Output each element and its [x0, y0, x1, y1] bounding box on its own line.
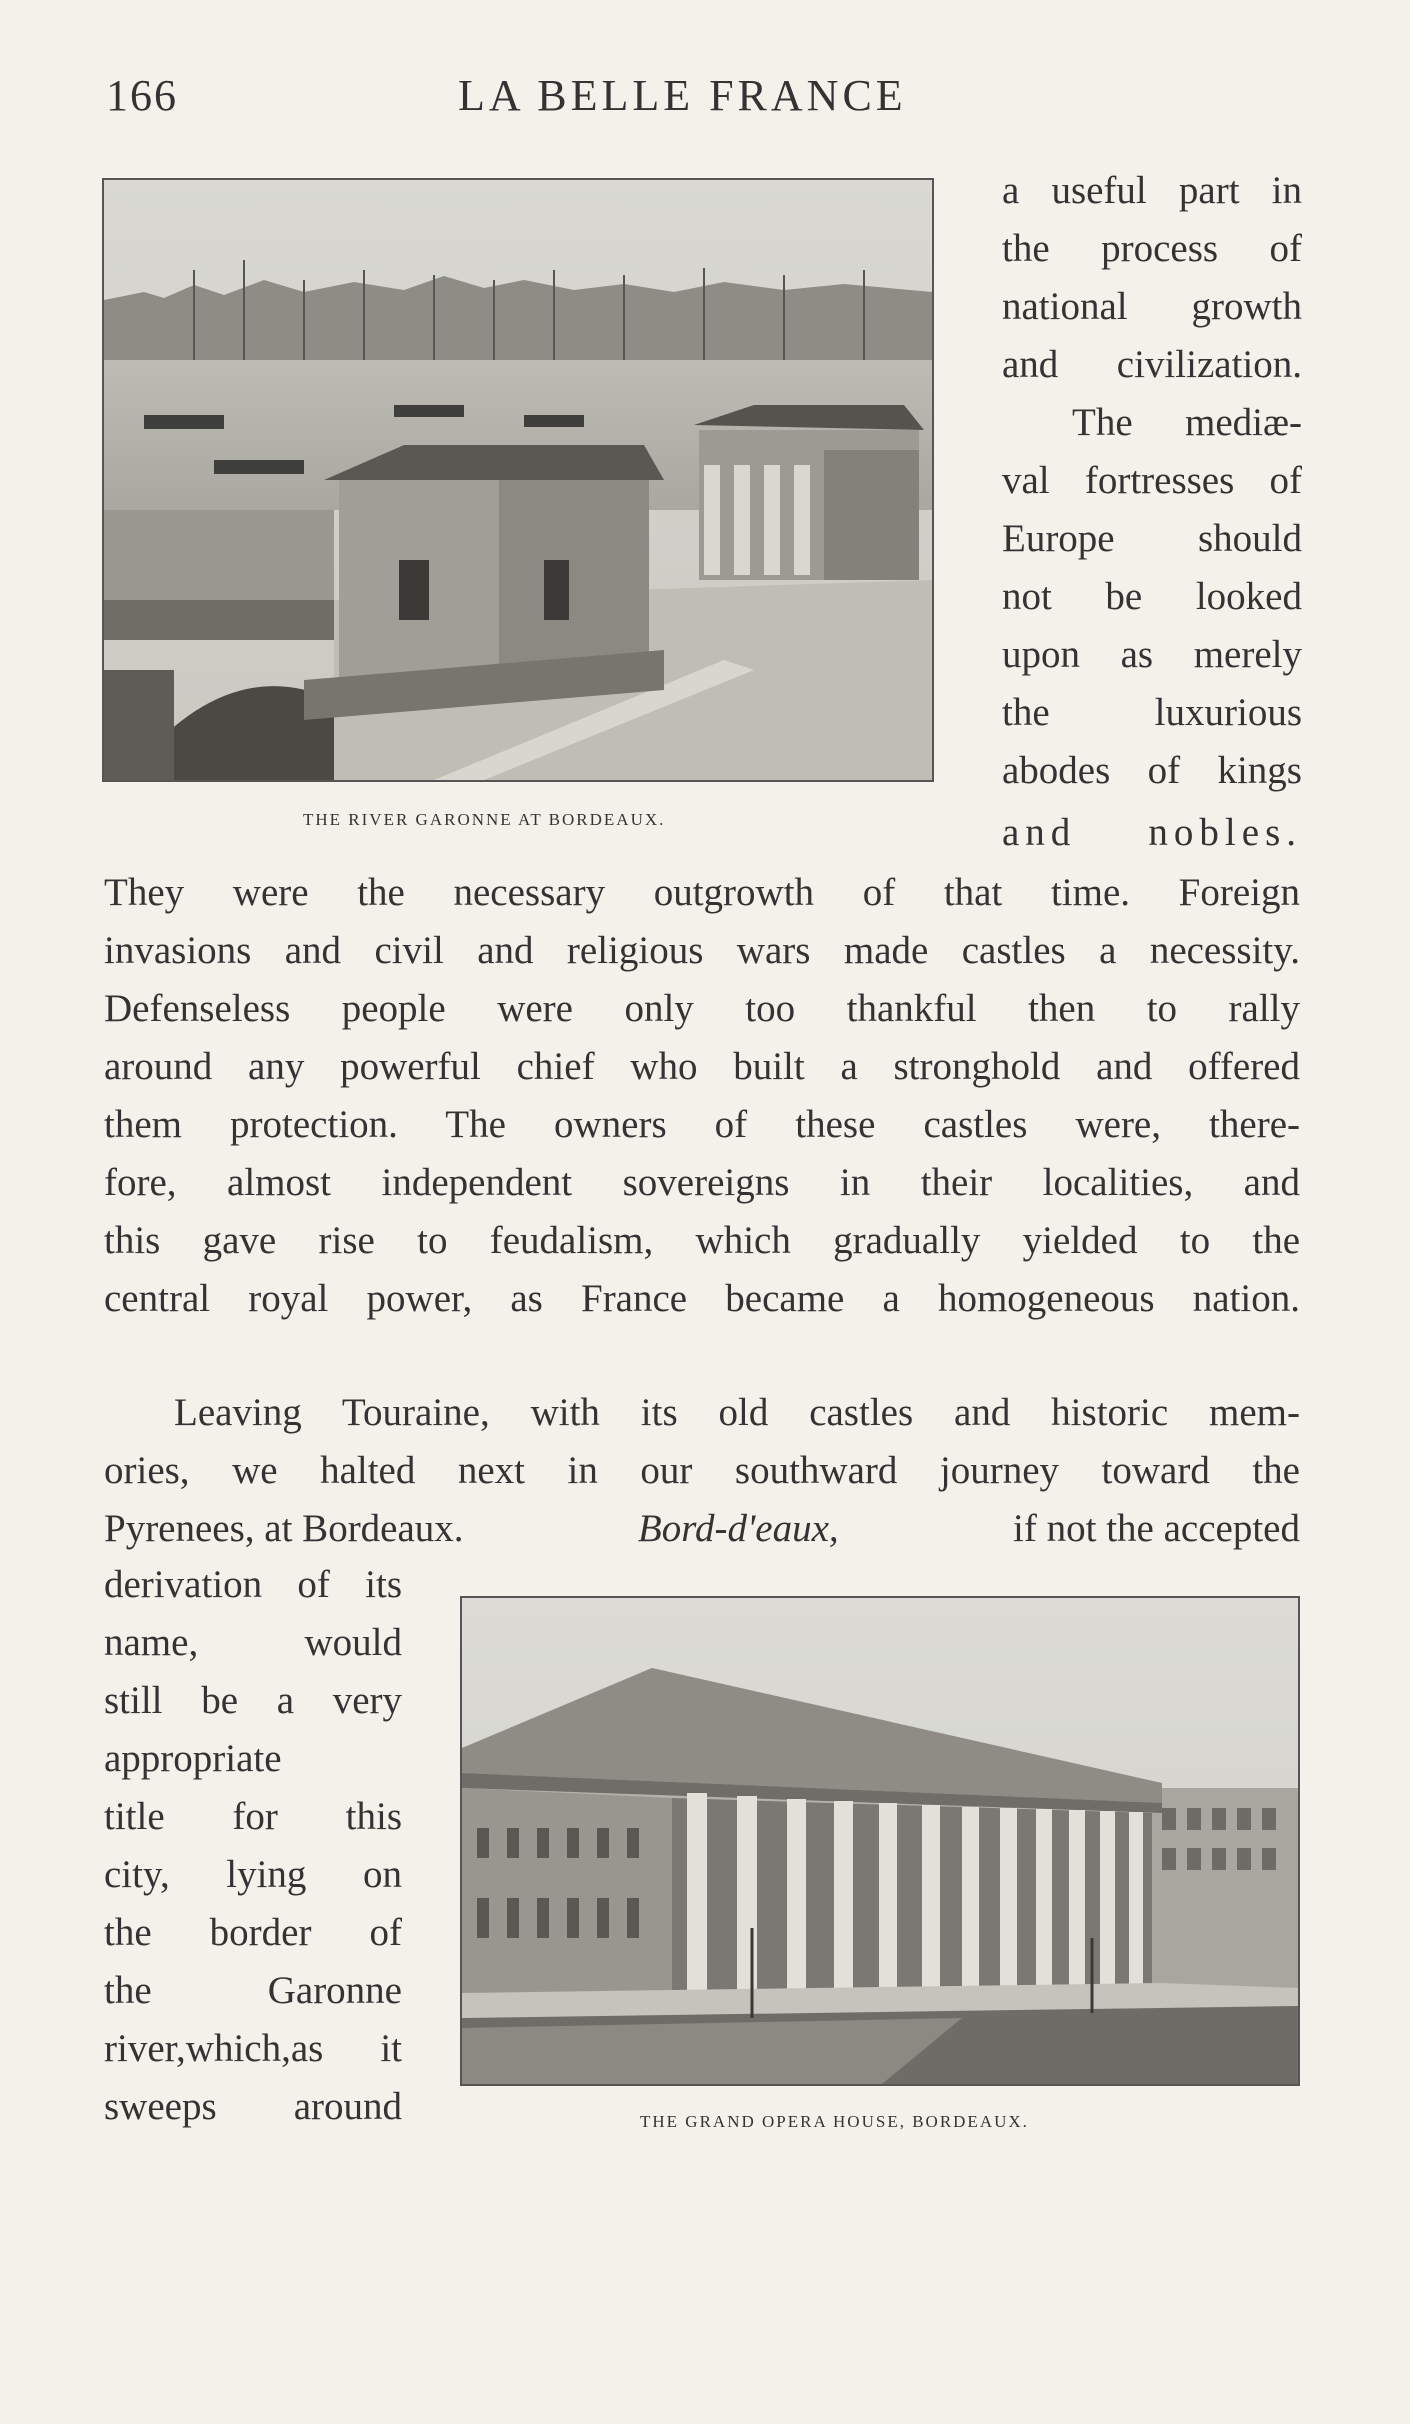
- text-line: and civilization.: [1002, 343, 1302, 386]
- text-line: the process of: [1002, 227, 1302, 270]
- text-line: val fortresses of: [1002, 459, 1302, 502]
- text-line: fore, almost independent sovereigns in their localities, and: [104, 1161, 1300, 1204]
- opera-photo: [460, 1596, 1300, 2086]
- garonne-caption: THE RIVER GARONNE AT BORDEAUX.: [303, 810, 666, 829]
- opera-house-illustration: [462, 1598, 1298, 2084]
- text-line: a useful part in: [1002, 169, 1302, 212]
- text-line: the Garonne: [104, 1969, 402, 2012]
- text-line: The mediæ-: [1072, 401, 1302, 444]
- text-line: and nobles.: [1002, 811, 1302, 854]
- text-line: national growth: [1002, 285, 1302, 328]
- text-line: upon as merely: [1002, 633, 1302, 676]
- garonne-photo: [102, 178, 934, 782]
- text-line: Europe should: [1002, 517, 1302, 560]
- text-line: around any powerful chief who built a stronghold and offered: [104, 1045, 1300, 1088]
- text-line: They were the necessary outgrowth of that time. Foreign: [104, 871, 1300, 914]
- text-line: the border of: [104, 1911, 402, 1954]
- text-line: appropriate: [104, 1737, 282, 1780]
- text-line: invasions and civil and religious wars made castles a necessity.: [104, 929, 1300, 972]
- text-line: not be looked: [1002, 575, 1302, 618]
- text-line: Leaving Touraine, with its old castles and historic mem-: [174, 1391, 1300, 1434]
- text-line: central royal power, as France became a homogeneous nation.: [104, 1277, 1300, 1320]
- text-line: Defenseless people were only too thankful then to rally: [104, 987, 1300, 1030]
- text-line: [104, 1500, 1300, 1558]
- text-line: abodes of kings: [1002, 749, 1302, 792]
- text-line: still be a very: [104, 1679, 402, 1722]
- text-fragment: if not the accepted: [1013, 1507, 1300, 1550]
- text-line: ories, we halted next in our southward journey toward the: [104, 1449, 1300, 1492]
- text-line: name, would: [104, 1621, 402, 1664]
- running-title: LA BELLE FRANCE: [458, 71, 907, 120]
- opera-caption: THE GRAND OPERA HOUSE, BORDEAUX.: [640, 2112, 1029, 2131]
- text-fragment: Pyrenees, at Bordeaux.: [104, 1507, 464, 1550]
- text-line: city, lying on: [104, 1853, 402, 1896]
- text-line: sweeps around: [104, 2085, 402, 2128]
- page-number: 166: [106, 71, 178, 120]
- text-line: them protection. The owners of these castles were, there-: [104, 1103, 1300, 1146]
- text-line: the luxurious: [1002, 691, 1302, 734]
- text-line: river,which,as it: [104, 2027, 402, 2070]
- text-line: title for this: [104, 1795, 402, 1838]
- text-line: this gave rise to feudalism, which gradually yielded to the: [104, 1219, 1300, 1262]
- text-line: derivation of its: [104, 1563, 402, 1606]
- harbor-illustration: [104, 180, 932, 780]
- etymology-italic: Bord-d'eaux,: [637, 1507, 839, 1550]
